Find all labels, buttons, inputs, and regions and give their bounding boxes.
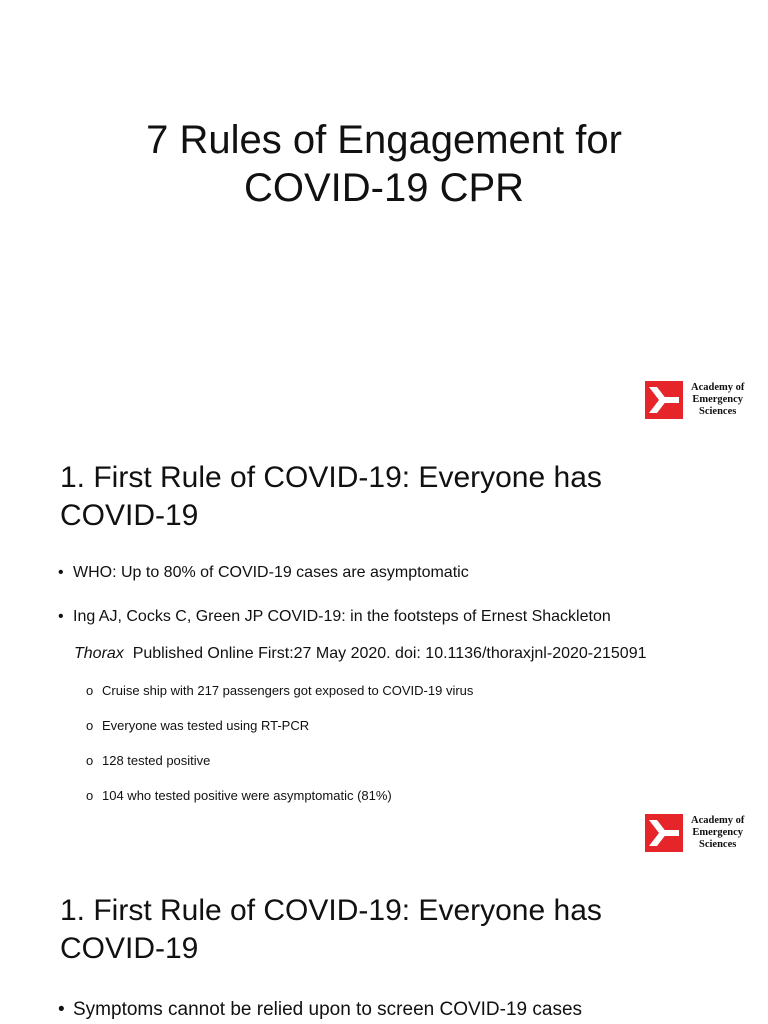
academy-logo <box>645 814 744 852</box>
logo-text-line-1: Academy of <box>691 815 745 826</box>
sub-bullet-text: Everyone was tested using RT-PCR <box>102 718 310 733</box>
sub-bullet-icon: o <box>86 788 94 803</box>
bullet-icon: • <box>58 608 64 625</box>
heading-line-2: COVID-19 <box>60 499 199 532</box>
logo-text-line-3: Sciences <box>699 839 737 850</box>
heading-line-2: COVID-19 <box>60 932 199 965</box>
bullet-item <box>58 563 469 583</box>
sub-bullet-item <box>86 718 309 734</box>
sub-bullet-item <box>86 788 392 804</box>
bullet-icon: • <box>58 564 64 581</box>
logo-text-line-3: Sciences <box>699 406 737 417</box>
sub-bullet-item <box>86 753 210 769</box>
heading-line-1: 1. First Rule of COVID-19: Everyone has <box>60 894 602 927</box>
logo-text-line-2: Emergency <box>692 394 744 405</box>
logo-text <box>691 382 744 418</box>
bullet-item <box>58 607 611 627</box>
logo-text-line-1: Academy of <box>691 382 745 393</box>
heading-line-1: 1. First Rule of COVID-19: Everyone has <box>60 461 602 494</box>
slide-heading <box>60 459 720 535</box>
bullet-text: Symptoms cannot be relied upon to screen COVID-19 cases <box>73 999 583 1020</box>
bullet-icon: • <box>58 999 65 1020</box>
bullet-text: Ing AJ, Cocks C, Green JP COVID-19: in the footsteps of Ernest Shackleton <box>73 608 611 625</box>
bullet-item <box>58 998 582 1022</box>
sub-bullet-text: Cruise ship with 217 passengers got exposed to COVID-19 virus <box>102 683 474 698</box>
academy-arrow-logo-icon <box>645 381 683 419</box>
sub-bullet-icon: o <box>86 683 94 698</box>
slide-heading <box>60 892 720 968</box>
sub-bullet-text: 128 tested positive <box>102 753 211 768</box>
citation-details: Published Online First:27 May 2020. doi: 10.1136/thoraxjnl-2020-215091 <box>132 645 647 662</box>
presentation-title <box>0 116 768 212</box>
title-line-2: COVID-19 CPR <box>243 166 525 210</box>
rule-one-slide <box>0 433 768 866</box>
title-line-1: 7 Rules of Engagement for <box>146 118 622 162</box>
academy-logo <box>645 381 744 419</box>
sub-bullet-icon: o <box>86 753 94 768</box>
citation-line <box>74 644 647 664</box>
citation-journal: Thorax <box>74 645 124 662</box>
sub-bullet-text: 104 who tested positive were asymptomatic (81%) <box>102 788 392 803</box>
sub-bullet-icon: o <box>86 718 94 733</box>
title-slide <box>0 0 768 433</box>
bullet-text: WHO: Up to 80% of COVID-19 cases are asymptomatic <box>73 564 469 581</box>
logo-text <box>691 815 744 851</box>
academy-arrow-logo-icon <box>645 814 683 852</box>
rule-one-symptoms-slide <box>0 866 768 1024</box>
logo-text-line-2: Emergency <box>692 827 744 838</box>
sub-bullet-item <box>86 683 473 699</box>
